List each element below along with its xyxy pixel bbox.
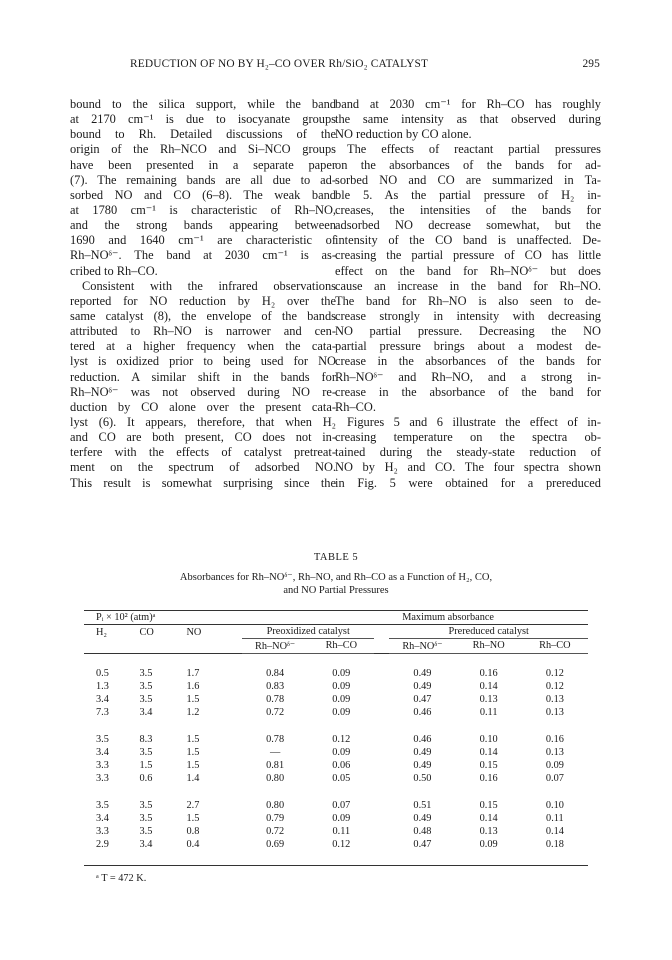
table-cell: 0.72 (266, 826, 285, 838)
table-cell: 0.84 (266, 667, 285, 679)
table-cell: 2.9 (96, 839, 109, 851)
text-line: Rh–CO. (335, 399, 376, 414)
table-cell: 3.4 (139, 707, 153, 719)
pressure-header: Pᵢ × 10² (atm)ᵃ (96, 612, 156, 624)
table-label: TABLE 5 (313, 552, 359, 563)
table-cell: 0.10 (545, 799, 564, 811)
table-cell: 3.4 (139, 839, 153, 851)
text-line: creasing temperature on the spectra ob- (335, 430, 601, 445)
table-caption-line: and NO Partial Pressures (283, 585, 389, 596)
table-cell: 0.8 (186, 826, 200, 838)
text-line: and the strong bands appearing between (70, 218, 336, 233)
text-line: have been presented in a separate paper (70, 157, 336, 172)
absorbance-header: Maximum absorbance (402, 612, 494, 624)
table-cell: 0.14 (479, 681, 498, 693)
table-row (84, 693, 588, 706)
table-cell: 0.11 (332, 826, 351, 838)
text-line: Figures 5 and 6 illustrate the effect of in- (347, 414, 601, 429)
table-row (84, 825, 588, 838)
text-line: origin of the Rh–NCO and Si–NCO groups (70, 142, 336, 157)
table-cell: 0.14 (545, 826, 564, 838)
text-line: cause an increase in the band for Rh–NO. (335, 278, 601, 293)
text-line: Rh–NOᵟ⁻. The band at 2030 cm⁻¹ is as- (70, 248, 336, 263)
table-header-row (84, 611, 588, 625)
table-cell: 0.13 (545, 746, 564, 758)
table-cell: 0.15 (479, 799, 498, 811)
table-cell: 0.78 (266, 694, 285, 706)
table-cell: 0.09 (332, 812, 351, 824)
table-cell: 0.07 (545, 773, 564, 785)
table-cell: 3.5 (139, 812, 153, 824)
table-cell: 3.4 (96, 812, 109, 824)
table-cell: 0.49 (413, 746, 432, 758)
table-row (84, 799, 588, 812)
table-cell: 3.5 (139, 826, 153, 838)
table-row (84, 838, 588, 851)
text-line: at 1780 cm⁻¹ is characteristic of Rh–NO, (70, 202, 336, 217)
table-cell: 0.18 (545, 839, 564, 851)
table-cell: 0.13 (479, 826, 498, 838)
right-text-column (335, 97, 601, 491)
table-cell: 0.4 (186, 839, 200, 851)
table-cell: 1.3 (96, 681, 109, 693)
table-cell: 0.07 (332, 799, 351, 811)
text-line: lyst (6). It appears, therefore, that when H₂ (70, 414, 336, 429)
text-line: Consistent with the infrared observations (82, 278, 336, 293)
table-cell: 0.16 (479, 667, 498, 679)
col-header-no: NO (186, 626, 202, 638)
text-line: reported for NO reduction by H₂ over the (70, 293, 336, 308)
table-cell: 7.3 (96, 707, 109, 719)
table-cell: 0.16 (479, 773, 498, 785)
table-cell: 1.4 (186, 773, 200, 785)
table-cell: 0.09 (332, 707, 351, 719)
text-line: sorbed NO and CO (6–8). The weak band (70, 187, 336, 202)
table-cell: 1.7 (186, 667, 200, 679)
text-line: partial pressure brings about a modest de- (335, 339, 601, 354)
table-cell: 0.49 (413, 681, 432, 693)
table-cell: 1.5 (186, 694, 200, 706)
text-line: intensity of the CO band is unaffected. De- (335, 233, 601, 248)
text-line: The band for Rh–NO is also seen to de- (335, 293, 601, 308)
table-cell: 0.09 (332, 694, 351, 706)
group-header-prereduced: Prereduced catalyst (389, 625, 588, 639)
table-caption-line: Absorbances for Rh–NOᵟ⁻, Rh–NO, and Rh–CO as a Function of H₂, CO, (179, 572, 493, 583)
text-line: bound to the silica support, while the band (70, 97, 336, 111)
text-line: effect on the band for Rh–NOᵟ⁻ but does (335, 263, 601, 278)
running-head (70, 58, 600, 74)
table-cell: 3.5 (96, 733, 109, 745)
text-line: 1690 and 1640 cm⁻¹ are characteristic of (70, 233, 336, 248)
table-cell: 0.12 (332, 733, 351, 745)
table-5 (84, 552, 588, 884)
table-cell: 0.14 (479, 812, 498, 824)
table-cell: 3.5 (139, 681, 153, 693)
table-cell: 0.09 (332, 667, 351, 679)
table-cell: 0.06 (332, 760, 351, 772)
table-cell: 0.11 (479, 707, 498, 719)
table-cell: 0.09 (479, 839, 498, 851)
text-line: ble 5. As the partial pressure of H₂ in- (335, 187, 601, 202)
text-line: The effects of reactant partial pressures (347, 142, 601, 157)
table-cell: 0.12 (332, 839, 351, 851)
table-cell: 0.09 (332, 681, 351, 693)
table-cell: 3.3 (96, 773, 109, 785)
table-cell: 0.47 (413, 839, 432, 851)
table-cell: 0.11 (546, 812, 564, 824)
table-cell: 0.80 (266, 773, 285, 785)
text-line: creasing the partial pressure of CO has little (335, 248, 601, 263)
table-cell: 0.83 (266, 681, 285, 693)
text-line: (7). The remaining bands are all due to ad- (70, 172, 336, 187)
text-line: in Fig. 5 were obtained for a prereduced (335, 475, 601, 490)
table-cell: 1.5 (186, 746, 200, 758)
text-line: at 2170 cm⁻¹ is due to isocyanate groups (70, 112, 336, 127)
table-cell: 0.78 (266, 733, 285, 745)
table-cell: 0.51 (413, 799, 432, 811)
text-line: crease in the absorbances of the bands for (335, 354, 601, 369)
table-row (84, 772, 588, 785)
table-cell: 3.3 (96, 826, 109, 838)
table-cell: 0.13 (545, 694, 564, 706)
text-line: same catalyst (8), the envelope of the bands (70, 308, 336, 323)
table-cell: 1.5 (186, 812, 200, 824)
table-cell: 3.5 (139, 694, 153, 706)
text-line: NO partial pressure. Decreasing the NO (335, 324, 601, 339)
table-cell: 0.80 (266, 799, 285, 811)
table-cell: 0.47 (413, 694, 432, 706)
table-cell: 3.3 (96, 760, 109, 772)
text-line: crease strongly in intensity with decreasing (335, 308, 601, 323)
text-line: ment on the spectrum of adsorbed NO. (70, 460, 336, 475)
text-line: and CO are both present, CO does not in- (70, 430, 336, 445)
text-line: reduction. A similar shift in the bands for (70, 369, 336, 384)
left-text-column (70, 97, 336, 491)
text-line: crease in the absorbance of the band for (335, 384, 601, 399)
table-cell: 3.4 (96, 694, 109, 706)
table-row (84, 680, 588, 693)
table-row (84, 733, 588, 746)
table-cell: 3.5 (139, 667, 153, 679)
table-cell: 0.72 (266, 707, 285, 719)
text-line: tained during the steady-state reduction of (335, 445, 601, 460)
table-cell: 1.5 (186, 760, 200, 772)
table-cell: 0.50 (413, 773, 432, 785)
group-header-preoxidized: Preoxidized catalyst (242, 625, 374, 639)
table-cell: 0.10 (479, 733, 498, 745)
text-line: terfere with the effects of catalyst pretreat- (70, 445, 336, 460)
text-line: cribed to Rh–CO. (70, 263, 158, 278)
text-line: sorbed NO and CO are summarized in Ta- (335, 172, 601, 187)
table-cell: 3.5 (96, 799, 109, 811)
table-cell: 0.79 (266, 812, 285, 824)
text-line: This result is somewhat surprising since the (70, 475, 336, 490)
text-line: Rh–NOᵟ⁻ and Rh–NO, and a strong in- (335, 369, 601, 384)
text-line: adsorbed NO decrease somewhat, but the (335, 218, 601, 233)
table-cell: 3.5 (139, 746, 153, 758)
text-line: the same intensity as that observed during (335, 112, 601, 127)
subcol-rh-co: Rh–CO (522, 639, 588, 653)
table-footnote: ᵃ T = 472 K. (96, 872, 147, 884)
subcol-rh-no: Rh–NO (456, 639, 522, 653)
table-cell: 8.3 (139, 733, 153, 745)
table-cell: 0.13 (545, 707, 564, 719)
text-line: duction by CO alone over the present cata- (70, 399, 336, 414)
table-cell: 0.05 (332, 773, 351, 785)
table-cell: 0.49 (413, 760, 432, 772)
table-cell: 3.5 (139, 799, 153, 811)
table-cell: 0.14 (479, 746, 498, 758)
table-cell: 0.6 (139, 773, 153, 785)
text-line: on the absorbances of the bands for ad- (335, 157, 601, 172)
table-caption (84, 571, 588, 597)
table-cell: 0.49 (413, 812, 432, 824)
text-line: band at 2030 cm⁻¹ for Rh–CO has roughly (335, 97, 601, 111)
subcol-rh-co: Rh–CO (308, 639, 374, 653)
page-number: 295 (582, 58, 600, 70)
table-cell: 0.5 (96, 667, 109, 679)
table-cell: 0.13 (479, 694, 498, 706)
table-cell: 0.09 (332, 746, 351, 758)
text-line: NO reduction by CO alone. (335, 127, 472, 142)
table-cell: 0.46 (413, 733, 432, 745)
table-cell: 1.6 (186, 681, 200, 693)
text-line: attributed to Rh–NO is narrower and cen- (70, 324, 336, 339)
table-cell: 0.16 (545, 733, 564, 745)
table-cell: 0.48 (413, 826, 432, 838)
table-header-row (84, 625, 588, 639)
table-cell: 3.4 (96, 746, 109, 758)
text-line: creases, the intensities of the bands for (335, 202, 601, 217)
table-cell: — (269, 746, 281, 758)
running-title: REDUCTION OF NO BY H₂–CO OVER Rh/SiO₂ CATALYST (130, 58, 429, 70)
table-cell: 0.09 (545, 760, 564, 772)
table-cell: 1.5 (186, 733, 200, 745)
text-line: bound to Rh. Detailed discussions of the (70, 127, 336, 142)
table-cell: 0.49 (413, 667, 432, 679)
table-row (84, 812, 588, 825)
table-cell: 0.69 (266, 839, 285, 851)
table-row (84, 667, 588, 680)
table-row (84, 759, 588, 772)
col-header-h2: H₂ (96, 626, 108, 638)
col-header-co: CO (139, 626, 154, 638)
table-cell: 0.46 (413, 707, 432, 719)
table-cell: 0.81 (266, 760, 285, 772)
table-cell: 1.2 (186, 707, 200, 719)
text-line: NO by H₂ and CO. The four spectra shown (335, 460, 601, 475)
absorbance-table (84, 610, 588, 885)
table-cell: 2.7 (186, 799, 200, 811)
table-row (84, 706, 588, 719)
subcol-rh-no-delta: Rh–NOᵟ⁻ (389, 639, 455, 653)
table-row (84, 746, 588, 759)
table-subheader-row (84, 639, 588, 653)
table-cell: 0.12 (545, 667, 564, 679)
text-line: lyst is oxidized prior to being used for NO (70, 354, 336, 369)
text-line: tered at a higher frequency when the cata- (70, 339, 336, 354)
table-cell: 1.5 (139, 760, 153, 772)
subcol-rh-no-delta: Rh–NOᵟ⁻ (242, 639, 308, 653)
text-line: Rh–NOᵟ⁻ was not observed during NO re- (70, 384, 336, 399)
table-cell: 0.12 (545, 681, 564, 693)
table-cell: 0.15 (479, 760, 498, 772)
